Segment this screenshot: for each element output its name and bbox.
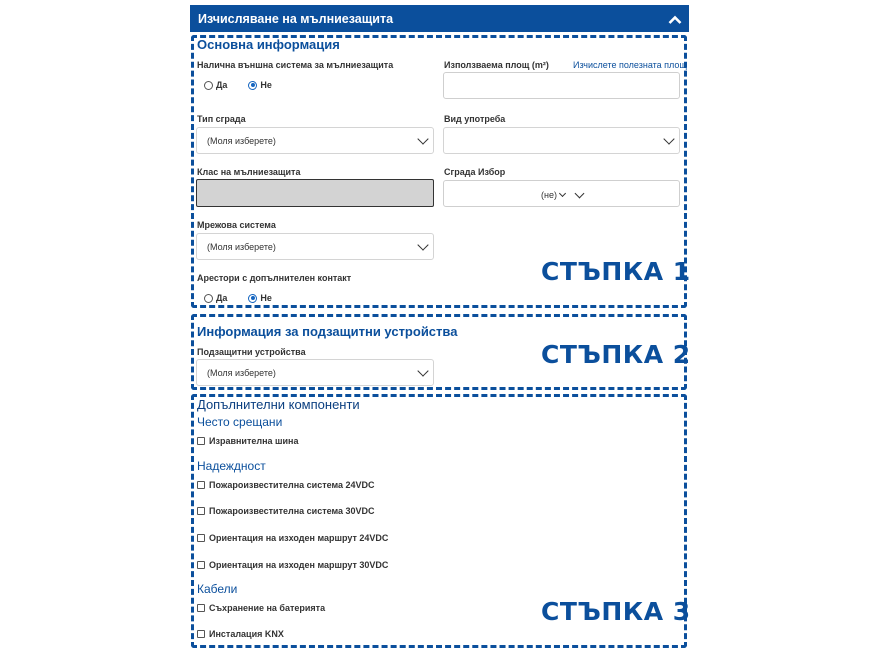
arresters-yes-label: Да [216,293,228,303]
calculate-area-link[interactable]: Изчислете полезната площ [573,60,687,70]
chevron-down-icon [417,365,428,376]
calculator-header[interactable] [190,5,689,32]
external-system-yes-radio[interactable] [204,81,213,90]
network-system-label: Мрежова система [197,220,276,230]
arresters-label: Арестори с допълнителен контакт [197,273,352,283]
external-system-no-label: Не [260,80,272,90]
checkbox[interactable] [197,437,205,445]
check-item-label: Изравнителна шина [209,436,299,446]
check-item-label: Съхранение на батерията [209,603,326,613]
check-item[interactable] [197,480,375,490]
check-item-label: Ориентация на изходен маршрут 24VDC [209,533,389,543]
checkbox[interactable] [197,630,205,638]
check-item[interactable] [197,560,388,570]
chevron-down-icon [417,133,428,144]
external-system-yes-label: Да [216,80,228,90]
checkbox[interactable] [197,534,205,542]
check-item-label: Ориентация на изходен маршрут 30VDC [209,560,389,570]
external-system-no-radio[interactable] [248,81,257,90]
area-label: Използваема площ (m²) [444,60,549,70]
building-type-select[interactable] [196,127,434,154]
building-type-label: Тип сграда [197,114,246,124]
checkbox[interactable] [197,481,205,489]
arresters-yes-radio[interactable] [204,294,213,303]
additional-components-title: Допълнителни компоненти [197,397,360,412]
network-system-select[interactable] [196,233,434,260]
checkbox[interactable] [197,561,205,569]
group-title-reliability: Надеждност [197,459,266,473]
building-choice-select[interactable] [443,180,680,207]
header-title: Изчисляване на мълниезащита [198,11,394,26]
group-title-cables: Кабели [197,582,238,596]
group-title-common: Често срещани [197,415,283,429]
chevron-up-icon[interactable] [668,13,682,27]
check-item-label: Пожароизвестителна система 24VDC [209,480,375,490]
surge-info-title: Информация за подзащитни устройства [197,324,458,339]
check-item[interactable] [197,629,284,639]
chevron-down-icon [575,188,585,198]
step2-label: СТЪПКА 2 [541,340,691,369]
protection-class-label: Клас на мълниезащита [197,167,301,177]
building-choice-label: Сграда Избор [444,167,506,177]
external-system-label: Налична външна система за мълниезащита [197,60,394,70]
arresters-radio-group [204,293,272,303]
check-item[interactable] [197,436,299,446]
building-choice-value: (не) [541,190,557,200]
chevron-down-icon [663,133,674,144]
checkbox[interactable] [197,604,205,612]
usage-type-select[interactable] [443,127,680,154]
building-type-value: (Моля изберете) [207,135,276,146]
check-item[interactable] [197,533,388,543]
surge-devices-select[interactable] [196,359,434,386]
basic-info-title: Основна информация [197,37,340,52]
caret-down-icon [559,190,566,197]
step3-label: СТЪПКА 3 [541,597,691,626]
check-item-label: Пожароизвестителна система 30VDC [209,506,375,516]
area-input[interactable] [443,72,680,99]
surge-devices-label: Подзащитни устройства [197,347,306,357]
chevron-down-icon [417,239,428,250]
step1-label: СТЪПКА 1 [541,257,691,286]
check-item[interactable] [197,506,375,516]
external-system-radio-group [204,80,272,90]
network-system-value: (Моля изберете) [207,241,276,252]
arresters-no-radio[interactable] [248,294,257,303]
building-choice-dropdown[interactable] [541,190,583,200]
protection-class-field [196,179,434,207]
check-item-label: Инсталация KNX [209,629,284,639]
arresters-no-label: Не [260,293,272,303]
surge-devices-value: (Моля изберете) [207,367,276,378]
check-item[interactable] [197,603,325,613]
checkbox[interactable] [197,507,205,515]
usage-type-label: Вид употреба [444,114,506,124]
